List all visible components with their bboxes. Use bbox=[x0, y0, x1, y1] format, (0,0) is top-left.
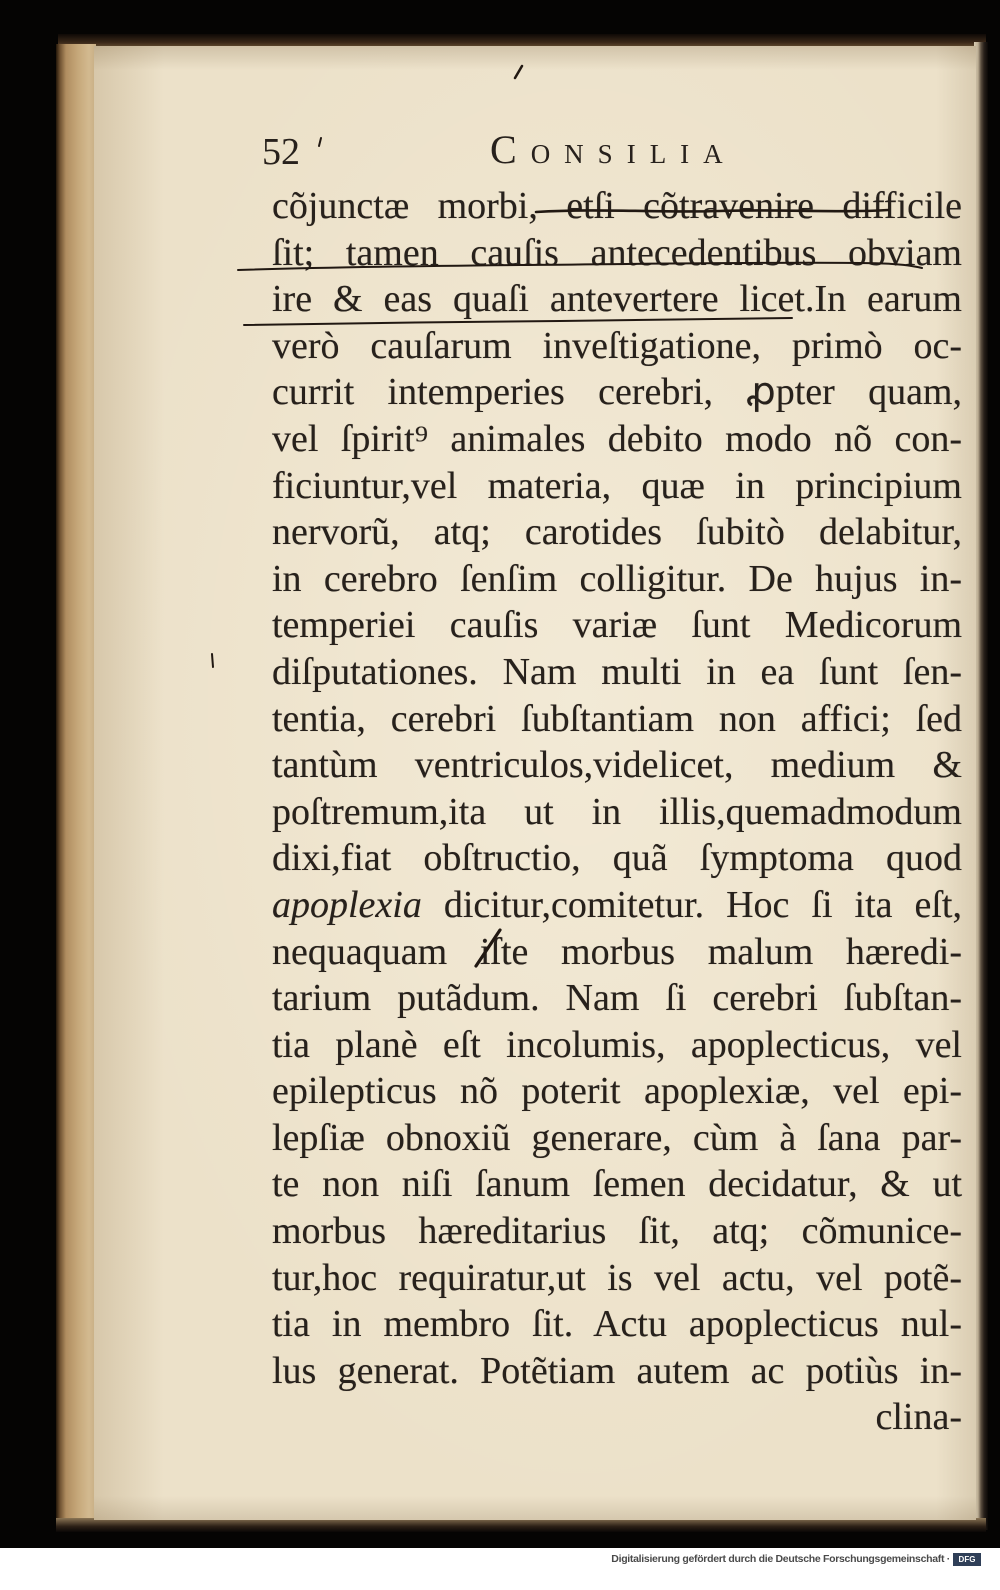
footer-credit: Digitalisierung gefördert durch die Deutsche Forschungsgemeinschaft · bbox=[611, 1553, 950, 1565]
folio-number: 52 bbox=[262, 131, 300, 173]
text-line: dixi,fiat obſtructio, quã ſymptoma quod bbox=[272, 837, 962, 880]
text-line: vel ſpirit⁹ animales debito modo nõ con- bbox=[272, 417, 962, 460]
text-line: epilepticus nõ poterit apoplexiæ, vel epi- bbox=[272, 1070, 962, 1113]
text-line: temperiei cauſis variæ ſunt Medicorum bbox=[272, 604, 962, 647]
text-line: te non niſi ſanum ſemen decidatur, & ut bbox=[272, 1163, 962, 1206]
text-line: tur,hoc requiratur,ut is vel actu, vel potẽ- bbox=[272, 1256, 962, 1299]
text-line: tantùm ventriculos,videlicet, medium & bbox=[272, 744, 962, 787]
text-line bbox=[272, 882, 962, 929]
text-line: ficiuntur,vel materia, quæ in principium bbox=[272, 464, 962, 507]
catchword: clina- bbox=[875, 1396, 962, 1439]
text-line: lepſiæ obnoxiũ generare, cùm à ſana par- bbox=[272, 1116, 962, 1159]
text-line: morbus hæreditarius ſit, atq; cõmunice- bbox=[272, 1210, 962, 1253]
page-edges-left bbox=[56, 44, 96, 1522]
text-line: poſtremum,ita ut in illis,quemadmodum bbox=[272, 790, 962, 833]
page-edges-right bbox=[974, 42, 988, 1530]
text-line: tia planè eſt incolumis, apoplecticus, vel bbox=[272, 1023, 962, 1066]
text-line: lus generat. Potẽtiam autem ac potiùs in- bbox=[272, 1349, 962, 1392]
text-line: nequaquam iſte morbus malum hæredi- bbox=[272, 930, 962, 973]
text-run: dicitur,comitetur. Hoc ſi ita eſt, bbox=[443, 883, 962, 926]
text-line: currit intemperies cerebri, ꝓpter quam, bbox=[272, 371, 962, 414]
digitization-footer bbox=[0, 1548, 1000, 1590]
text-line: tentia, cerebri ſubſtantiam non affici; ſed bbox=[272, 697, 962, 740]
running-head: CONSILIA bbox=[490, 127, 737, 172]
text-block bbox=[272, 183, 962, 1441]
text-line: diſputationes. Nam multi in ea ſunt ſen- bbox=[272, 650, 962, 693]
text-line: verò cauſarum inveſtigatione, primò oc- bbox=[272, 324, 962, 367]
book-bottom-edge bbox=[56, 1518, 986, 1532]
text-line: ſit; tamen cauſis antecedentibus obviam bbox=[272, 231, 962, 274]
dfg-logo: DFG bbox=[953, 1553, 981, 1566]
italic-term: apoplexia bbox=[272, 883, 422, 926]
text-line: ire & eas quaſi antevertere licet.In earum bbox=[272, 278, 962, 321]
text-line: nervorũ, atq; carotides ſubitò delabitur, bbox=[272, 511, 962, 554]
text-line: tarium putãdum. Nam ſi cerebri ſubſtan- bbox=[272, 977, 962, 1020]
text-line: in cerebro ſenſim colligitur. De hujus in- bbox=[272, 557, 962, 600]
text-line: tia in membro ſit. Actu apoplecticus nul- bbox=[272, 1303, 962, 1346]
text-line: cõjunctæ morbi, etſi cõtravenire difficile bbox=[272, 185, 962, 227]
